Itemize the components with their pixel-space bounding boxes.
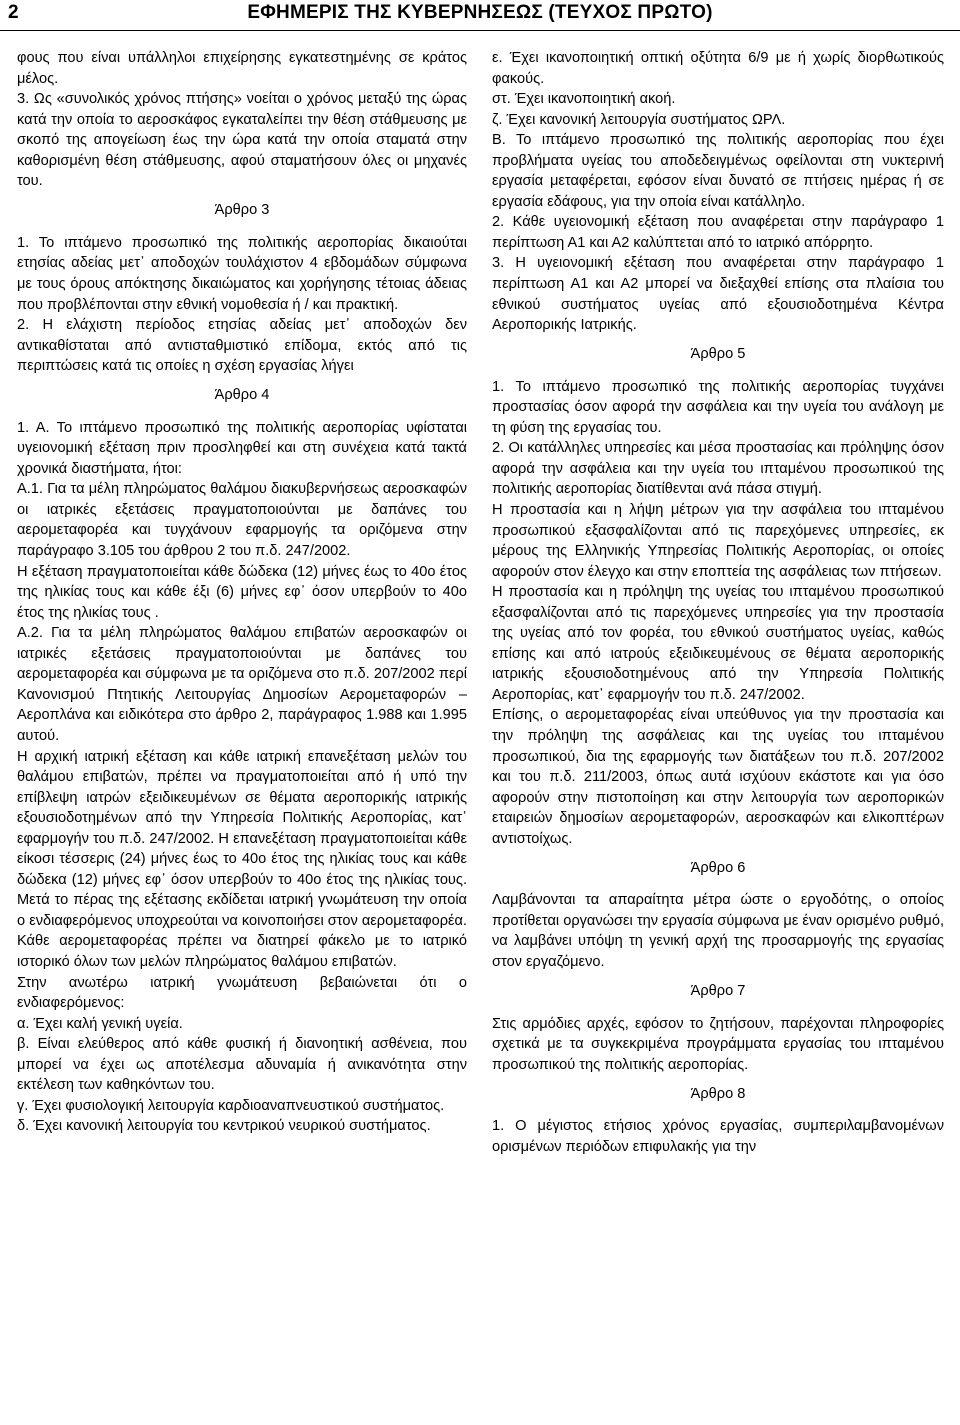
- paragraph: ζ. Έχει κανονική λειτουργία συστήματος ΩΡΛ.: [492, 111, 786, 128]
- paragraph: 1. Α. Το ιπτάμενο προσωπικό της πολιτικής αεροπορίας υφίσταται υγειονομική εξέταση πριν προσληφθεί και στη συνέχεια κατά τακτά χρονικά διαστήματα, ήτοι:: [17, 419, 467, 477]
- paragraph: Β. Το ιπτάμενο προσωπικό της πολιτικής αεροπορίας που έχει προβλήματα υγείας του αποδεδειγμένως οφείλονται στη νυκτερινή εργασία μεταφέρεται, εφόσον είναι δυνατό σε πτήσεις ημέρας ή σε εργασία εδάφους, για την οποία είναι κατάλληλο.: [492, 132, 944, 210]
- paragraph: Η εξέταση πραγματοποιείται κάθε δώδεκα (12) μήνες έως το 40ο έτος της ηλικίας τους και κάθε έξι (6) μήνες εφ᾽ όσον υπερβούν το 40ο έτος της ηλικίας τους .: [17, 563, 467, 621]
- left-column: [17, 48, 467, 1137]
- article-heading: Άρθρο 3: [214, 202, 270, 219]
- paragraph: 1. Ο μέγιστος ετήσιος χρόνος εργασίας, συμπεριλαμβανομένων ορισμένων περιόδων επιφυλακής για την: [492, 1118, 944, 1155]
- paragraph: 2. Η ελάχιστη περίοδος ετησίας αδείας μετ᾽ αποδοχών δεν αντικαθίσταται από αντισταθμιστικό επίδομα, εκτός από τις περιπτώσεις κατά τις οποίες η σχέση εργασίας λήγει: [17, 317, 467, 375]
- article-heading: Άρθρο 5: [690, 346, 746, 363]
- paragraph: β. Είναι ελεύθερος από κάθε φυσική ή διανοητική ασθένεια, που μπορεί να έχει ως αποτέλεσμα αδυναμία ή ανικανότητα στην εκτέλεση των καθηκόντων του.: [17, 1036, 467, 1094]
- paragraph: α. Έχει καλή γενική υγεία.: [17, 1015, 183, 1032]
- page-header: [0, 0, 960, 31]
- article-heading: Άρθρο 7: [690, 983, 746, 1000]
- paragraph: φους που είναι υπάλληλοι επιχείρησης εγκατεστημένης σε κράτος μέλος.: [17, 50, 467, 87]
- paragraph: δ. Έχει κανονική λειτουργία του κεντρικού νευρικού συστήματος.: [17, 1118, 431, 1135]
- paragraph: ε. Έχει ικανοποιητική οπτική οξύτητα 6/9 με ή χωρίς διορθωτικούς φακούς.: [492, 50, 944, 87]
- paragraph: στ. Έχει ικανοποιητική ακοή.: [492, 91, 676, 108]
- paragraph: Α.2. Για τα μέλη πληρώματος θαλάμου επιβατών αεροσκαφών οι ιατρικές εξετάσεις πραγματοποιούνται με δαπάνες του αερομεταφορέα και σύμφωνα με τα οριζόμενα στο π.δ. 207/2002 περί Κανονισμού Πτητικής Λειτουργίας Δημοσίων Αερομεταφορών – Αεροπλάνα και ειδικότερα στο άρθρο 2, παράγραφος 1.988 και 1.995 αυτού.: [17, 625, 467, 744]
- article-heading: Άρθρο 4: [214, 387, 270, 404]
- paragraph: Η προστασία και η λήψη μέτρων για την ασφάλεια του ιπταμένου προσωπικού εξασφαλίζονται από τις παρεχόμενες υπηρεσίες, εκ μέρους της Ελληνικής Υπηρεσίας Πολιτικής Αεροπορίας, οι οποίες αφορούν στον έλεγχο και στην εποπτεία της ασφάλειας των πτήσεων.: [492, 501, 944, 580]
- paragraph: 2. Οι κατάλληλες υπηρεσίες και μέσα προστασίας και πρόληψης όσον αφορά την ασφάλεια και την υγεία του ιπταμένου προσωπικού της πολιτικής αεροπορίας διατίθενται ανά πάσα στιγμή.: [492, 440, 944, 498]
- right-column: [492, 48, 944, 1157]
- paragraph: 3. Η υγειονομική εξέταση που αναφέρεται στην παράγραφο 1 περίπτωση Α1 και Α2 μπορεί να διεξαχθεί επίσης στα πλαίσια του εθνικού συστήματος υγείας από εξουσιοδοτημένα Κέντρα Αεροπορικής Ιατρικής.: [492, 255, 944, 334]
- paragraph: Στις αρμόδιες αρχές, εφόσον το ζητήσουν, παρέχονται πληροφορίες σχετικά με τα συγκεκριμένα προγράμματα εργασίας του ιπταμένου προσωπικού της πολιτικής αεροπορίας.: [492, 1015, 944, 1073]
- paragraph: Α.1. Για τα μέλη πληρώματος θαλάμου διακυβερνήσεως αεροσκαφών οι ιατρικές εξετάσεις πραγματοποιούνται με δαπάνες του αερομεταφορέα και τυγχάνουν εφαρμογής τα οριζόμενα στην παράγραφο 3.105 του άρθρου 2 του π.δ. 247/2002.: [17, 481, 467, 560]
- paragraph: Επίσης, ο αερομεταφορέας είναι υπεύθυνος για την προστασία και την πρόληψη της ασφάλειας και της υγείας του ιπταμένου προσωπικού, δια της εφαρμογής των διατάξεων του π.δ. 207/2002 και του π.δ. 211/2003, όπως αυτά ισχύουν εκάστοτε και για όσο αφορούν στην πιστοποίηση και στην λειτουργία των αεροπορικών εταιρειών δημοσίων αερομεταφορών, αεροσκαφών και ελικοπτέρων αντιστοίχως.: [492, 707, 944, 847]
- paragraph: Στην ανωτέρω ιατρική γνωμάτευση βεβαιώνεται ότι ο ενδιαφερόμενος:: [17, 974, 467, 1012]
- paragraph: Λαμβάνονται τα απαραίτητα μέτρα ώστε ο εργοδότης, ο οποίος προτίθεται οργανώσει την εργασία σύμφωνα με έναν ορισμένο ρυθμό, να λαμβάνει υπόψη τη γενική αρχή της προσαρμογής της εργασίας στον εργαζόμενο.: [492, 892, 944, 970]
- paragraph: Η προστασία και η πρόληψη της υγείας του ιπταμένου προσωπικού εξασφαλίζονται από τις παρεχόμενες υπηρεσίες για την προστασία της υγείας από τον φορέα, του εθνικού συστήματος υγείας, καθώς επίσης και από ιατρούς εξειδικευμένους σε θέματα αεροπορικής ιατρικής εξουσιοδοτημένους από την Υπηρεσία Πολιτικής Αεροπορίας, κατ᾽ εφαρμογήν του π.δ. 247/2002.: [492, 584, 944, 703]
- paragraph: 2. Κάθε υγειονομική εξέταση που αναφέρεται στην παράγραφο 1 περίπτωση Α1 και Α2 καλύπτεται από το ιατρικό απόρρητο.: [492, 214, 944, 251]
- page-number: 2: [8, 2, 19, 23]
- paragraph: Η αρχική ιατρική εξέταση και κάθε ιατρική επανεξέταση μελών του θαλάμου επιβατών, πρέπει να πραγματοποιείται από ή υπό την επίβλεψη ιατρών εξειδικευμένων σε θέματα αεροπορικής ιατρικής εξουσιοδοτημένων από την Υπηρεσία Πολιτικής Αεροπορίας, κατ᾽ εφαρμογήν του π.δ. 247/2002. Η επανεξέταση πραγματοποιείται κάθε είκοσι τέσσερις (24) μήνες έως το 40ο έτος της ηλικίας τους και κάθε δώδεκα (12) μήνες εφ᾽ όσον υπερβούν το 40ο έτος της ηλικίας τους. Μετά το πέρας της εξέτασης εκδίδεται ιατρική γνωμάτευση την οποία ο ενδιαφερόμενος υποχρεούται να κοινοποιήσει στον αερομεταφορέα. Κάθε αερομεταφορέας πρέπει να διατηρεί φάκελο με το ιατρικό ιστορικό όλων των μελών πληρώματος θαλάμου επιβατών.: [17, 748, 467, 970]
- gazette-title: ΕΦΗΜΕΡΙΣ ΤΗΣ ΚΥΒΕΡΝΗΣΕΩΣ (ΤΕΥΧΟΣ ΠΡΩΤΟ): [247, 2, 713, 23]
- paragraph: 1. Το ιπτάμενο προσωπικό της πολιτικής αεροπορίας τυγχάνει προστασίας όσον αφορά την ασφάλεια και την υγεία του ανάλογη με τη φύση της εργασίας του.: [492, 378, 944, 436]
- paragraph: γ. Έχει φυσιολογική λειτουργία καρδιοαναπνευστικού συστήματος.: [17, 1097, 445, 1114]
- article-heading: Άρθρο 6: [690, 859, 746, 876]
- article-heading: Άρθρο 8: [690, 1085, 746, 1102]
- paragraph: 3. Ως «συνολικός χρόνος πτήσης» νοείται ο χρόνος μεταξύ της ώρας κατά την οποία το αεροσκάφος εγκαταλείπει την θέση στάθμευσης με σκοπό της απογείωση έως την ώρα κατά την οποία σταματά στην καθορισμένη θέση στάθμευσης, αφού σταματήσουν όλες οι μηχανές του.: [17, 91, 467, 190]
- paragraph: 1. Το ιπτάμενο προσωπικό της πολιτικής αεροπορίας δικαιούται ετησίας αδείας μετ᾽ αποδοχών τουλάχιστον 4 εβδομάδων σύμφωνα με τους όρους απόκτησης δικαιώματος και χορήγησης τέτοιας άδειας που προβλέπονται στην εθνική νομοθεσία ή / και πρακτική.: [17, 234, 467, 313]
